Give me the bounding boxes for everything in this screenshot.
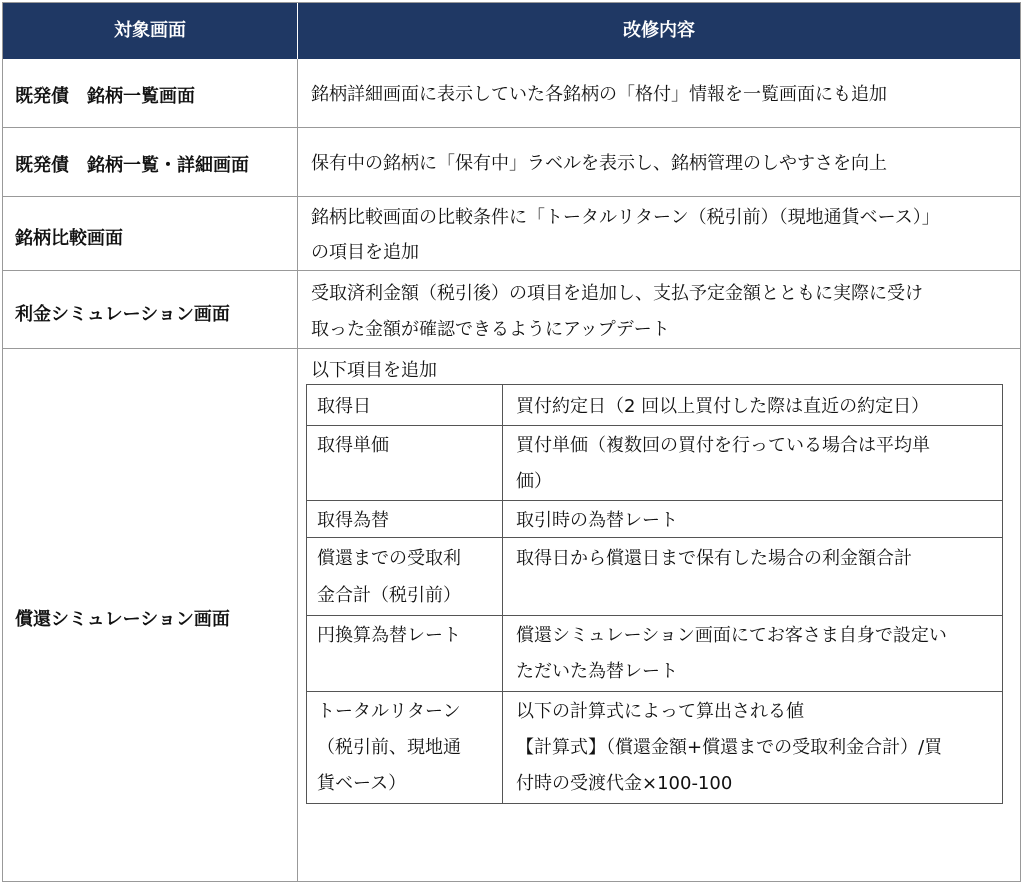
- item-desc-yen-fx-rate-line1: 償還シミュレーション画面にてお客さま自身で設定い: [516, 625, 947, 646]
- sub-row-divider: [307, 500, 1002, 501]
- row-divider: [3, 348, 1020, 349]
- row-divider: [3, 127, 1020, 128]
- item-label-acquisition-price: 取得単価: [317, 435, 389, 456]
- item-desc-interest-total: 取得日から償還日まで保有した場合の利金額合計: [516, 548, 912, 569]
- item-desc-acquisition-fx: 取引時の為替レート: [516, 510, 678, 531]
- redemption-items-table: [306, 384, 1003, 804]
- row-content-issued-bond-list: 銘柄詳細画面に表示していた各銘柄の「格付」情報を一覧画面にも追加: [311, 84, 887, 105]
- sub-row-divider: [307, 691, 1002, 692]
- row-label-redemption-sim: 償還シミュレーション画面: [15, 609, 230, 630]
- item-label-acquisition-fx: 取得為替: [317, 510, 389, 531]
- item-desc-total-return-line2: 【計算式】（償還金額+償還までの受取利金合計）/買: [516, 737, 943, 758]
- header-changes: 改修内容: [297, 3, 1020, 59]
- item-desc-acquisition-price-line2: 価）: [516, 471, 552, 492]
- row-divider: [3, 196, 1020, 197]
- item-label-interest-total-line2: 金合計（税引前）: [317, 585, 461, 606]
- row-label-comparison: 銘柄比較画面: [15, 228, 123, 249]
- sub-row-divider: [307, 425, 1002, 426]
- item-label-interest-total-line1: 償還までの受取利: [317, 548, 461, 569]
- row-content-interest-sim-line1: 受取済利金額（税引後）の項目を追加し、支払予定金額とともに実際に受け: [311, 283, 923, 304]
- row-content-comparison-line1: 銘柄比較画面の比較条件に「トータルリターン（税引前）（現地通貨ベース）」: [311, 207, 940, 228]
- row-content-interest-sim-line2: 取った金額が確認できるようにアップデート: [311, 319, 670, 340]
- row-label-issued-bond-list-detail: 既発債 銘柄一覧・詳細画面: [15, 155, 249, 176]
- item-desc-total-return-line1: 以下の計算式によって算出される値: [516, 701, 804, 722]
- item-label-total-return-line3: 貨ベース）: [317, 773, 407, 794]
- row-content-issued-bond-list-detail: 保有中の銘柄に「保有中」ラベルを表示し、銘柄管理のしやすさを向上: [311, 153, 887, 174]
- row-label-interest-sim: 利金シミュレーション画面: [15, 304, 230, 325]
- item-desc-yen-fx-rate-line2: ただいた為替レート: [516, 661, 678, 682]
- item-label-yen-fx-rate: 円換算為替レート: [317, 625, 461, 646]
- table-header: [3, 3, 1020, 59]
- header-target-screen: 対象画面: [114, 20, 186, 41]
- item-label-acquisition-date: 取得日: [317, 396, 371, 417]
- item-desc-acquisition-date: 買付約定日（2 回以上買付した際は直近の約定日）: [516, 396, 930, 417]
- column-divider: [297, 59, 298, 881]
- item-desc-acquisition-price-line1: 買付単価（複数回の買付を行っている場合は平均単: [516, 435, 930, 456]
- sub-column-divider: [502, 385, 503, 803]
- row-content-comparison-line2: の項目を追加: [311, 242, 419, 263]
- item-label-total-return-line1: トータルリターン: [317, 701, 461, 722]
- row-divider: [3, 270, 1020, 271]
- row-label-issued-bond-list: 既発債 銘柄一覧画面: [15, 86, 195, 107]
- item-label-total-return-line2: （税引前、現地通: [317, 737, 461, 758]
- redemption-intro: 以下項目を追加: [311, 360, 437, 381]
- item-desc-total-return-line3: 付時の受渡代金×100-100: [516, 773, 733, 794]
- sub-row-divider: [307, 615, 1002, 616]
